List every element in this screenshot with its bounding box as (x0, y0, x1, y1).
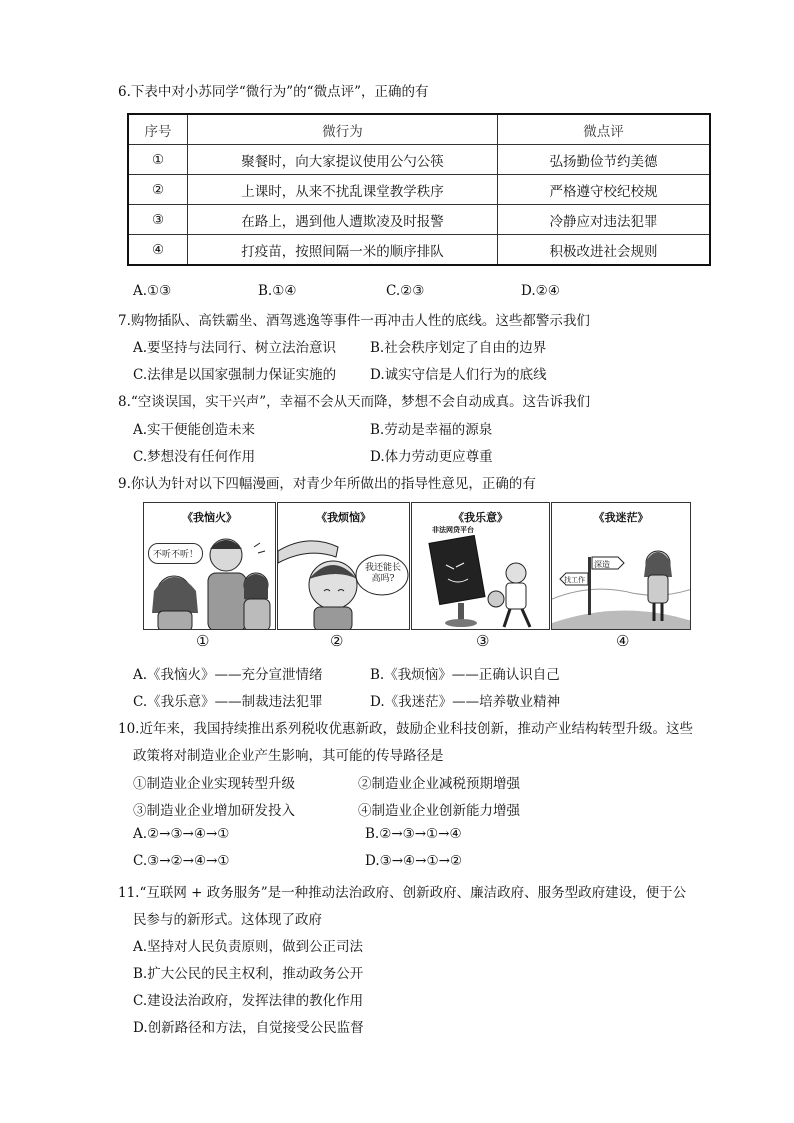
q6-option-c: C.②③ (386, 283, 425, 299)
comic-number-1: ① (196, 632, 210, 650)
table-cell: ④ (128, 235, 188, 266)
q8-option-b: B.劳动是幸福的源泉 (370, 422, 493, 438)
header-behavior: 微行为 (188, 114, 498, 145)
q8-option-d: D.体力劳动更应尊重 (370, 449, 493, 465)
comic-title: 《我恼火》 (182, 511, 237, 524)
crossroad-girl-illustration (552, 503, 691, 630)
q7-option-b: B.社会秩序划定了自由的边界 (370, 340, 547, 356)
comic-strip (143, 502, 691, 630)
sign-find-job: 找工作 (564, 576, 585, 584)
angry-family-illustration (144, 503, 276, 630)
q11-option-c: C.建设法治政府，发挥法律的教化作用 (133, 993, 364, 1009)
question-10-stem-line1: 10.近年来，我国持续推出系列税收优惠新政，鼓励企业科技创新，推动产业结构转型升级。这些 (118, 721, 693, 737)
question-11-stem-line1: 11.“互联网 + 政务服务”是一种推动法治政府、创新政府、廉洁政府、服务型政府建设，便于公 (118, 885, 687, 901)
q10-item-3: ③制造业企业增加研发投入 (133, 803, 295, 819)
comic-panel-angry (143, 502, 276, 630)
comic-panel-confused (551, 502, 691, 630)
comic-title: 《我乐意》 (453, 511, 508, 524)
table-cell: 上课时，从来不扰乱课堂教学秩序 (188, 175, 498, 205)
question-7-stem: 7.购物插队、高铁霸坐、酒驾逃逸等事件一再冲击人性的底线。这些都警示我们 (118, 313, 590, 329)
question-6-stem: 6.下表中对小苏同学“微行为”的“微点评”，正确的有 (118, 84, 429, 100)
table-row (128, 145, 710, 175)
table-cell: 积极改进社会规则 (498, 235, 711, 266)
table-cell: 严格遵守校纪校规 (498, 175, 711, 205)
question-8-stem: 8.“空谈误国，实干兴声”，幸福不会从天而降，梦想不会自动成真。这告诉我们 (118, 394, 591, 410)
comic-number-4: ④ (616, 632, 630, 650)
q10-option-a: A.②→③→④→① (133, 826, 230, 842)
question-9-stem: 9.你认为针对以下四幅漫画，对青少年所做出的指导性意见，正确的有 (118, 476, 536, 492)
speech-bubble: 不听不听！ (148, 543, 203, 564)
table-cell: 聚餐时，向大家提议使用公勺公筷 (188, 145, 498, 175)
header-index: 序号 (128, 114, 188, 145)
table-row (128, 235, 710, 266)
q9-option-a: A.《我恼火》——充分宣泄情绪 (133, 667, 323, 683)
table-row (128, 205, 710, 235)
question-10-stem-line2: 政策将对制造业企业产生影响，其可能的传导路径是 (133, 748, 444, 764)
q10-option-c: C.③→②→④→① (133, 853, 230, 869)
q10-item-1: ①制造业企业实现转型升级 (133, 776, 295, 792)
q6-option-a: A.①③ (133, 283, 172, 299)
loan-platform-label: 非法网贷平台 (432, 525, 474, 534)
q10-option-b: B.②→③→①→④ (365, 826, 462, 842)
behavior-table (127, 113, 711, 266)
comic-panel-worried (277, 502, 410, 630)
table-cell: 打疫苗，按照间隔一米的顺序排队 (188, 235, 498, 266)
q10-item-4: ④制造业企业创新能力增强 (358, 803, 520, 819)
table-cell: ① (128, 145, 188, 175)
comic-number-3: ③ (476, 632, 490, 650)
table-cell: ② (128, 175, 188, 205)
table-cell: 冷静应对违法犯罪 (498, 205, 711, 235)
comic-number-2: ② (330, 632, 344, 650)
q6-option-b: B.①④ (258, 283, 297, 299)
table-row (128, 175, 710, 205)
table-header-row (128, 114, 710, 145)
comic-panel-willing (411, 502, 550, 630)
q7-option-c: C.法律是以国家强制力保证实施的 (133, 367, 337, 383)
table-cell: 弘扬勤俭节约美德 (498, 145, 711, 175)
q9-option-d: D.《我迷茫》——培养敬业精神 (370, 694, 561, 710)
comic-title: 《我烦恼》 (316, 511, 371, 524)
question-11-stem-line2: 民参与的新形式。这体现了政府 (133, 912, 322, 928)
loan-trap-illustration (412, 503, 550, 630)
comic-title: 《我迷茫》 (593, 511, 649, 524)
q10-option-d: D.③→④→①→② (365, 853, 462, 869)
q6-option-d: D.②④ (521, 283, 560, 299)
header-comment: 微点评 (498, 114, 711, 145)
q9-option-c: C.《我乐意》——制裁违法犯罪 (133, 694, 323, 710)
table-cell: 在路上，遇到他人遭欺凌及时报警 (188, 205, 498, 235)
q9-option-b: B.《我烦恼》——正确认识自己 (370, 667, 560, 683)
q11-option-d: D.创新路径和方法，自觉接受公民监督 (133, 1020, 364, 1036)
q7-option-d: D.诚实守信是人们行为的底线 (370, 367, 547, 383)
sign-further-study: 深造 (594, 560, 610, 569)
q11-option-a: A.坚持对人民负责原则，做到公正司法 (133, 939, 364, 955)
speech-bubble: 我还能长高吗? (364, 563, 401, 584)
table-cell: ③ (128, 205, 188, 235)
q8-option-c: C.梦想没有任何作用 (133, 449, 256, 465)
q8-option-a: A.实干便能创造未来 (133, 422, 256, 438)
q11-option-b: B.扩大公民的民主权利，推动政务公开 (133, 966, 364, 982)
q10-item-2: ②制造业企业减税预期增强 (358, 776, 520, 792)
q7-option-a: A.要坚持与法同行、树立法治意识 (133, 340, 337, 356)
